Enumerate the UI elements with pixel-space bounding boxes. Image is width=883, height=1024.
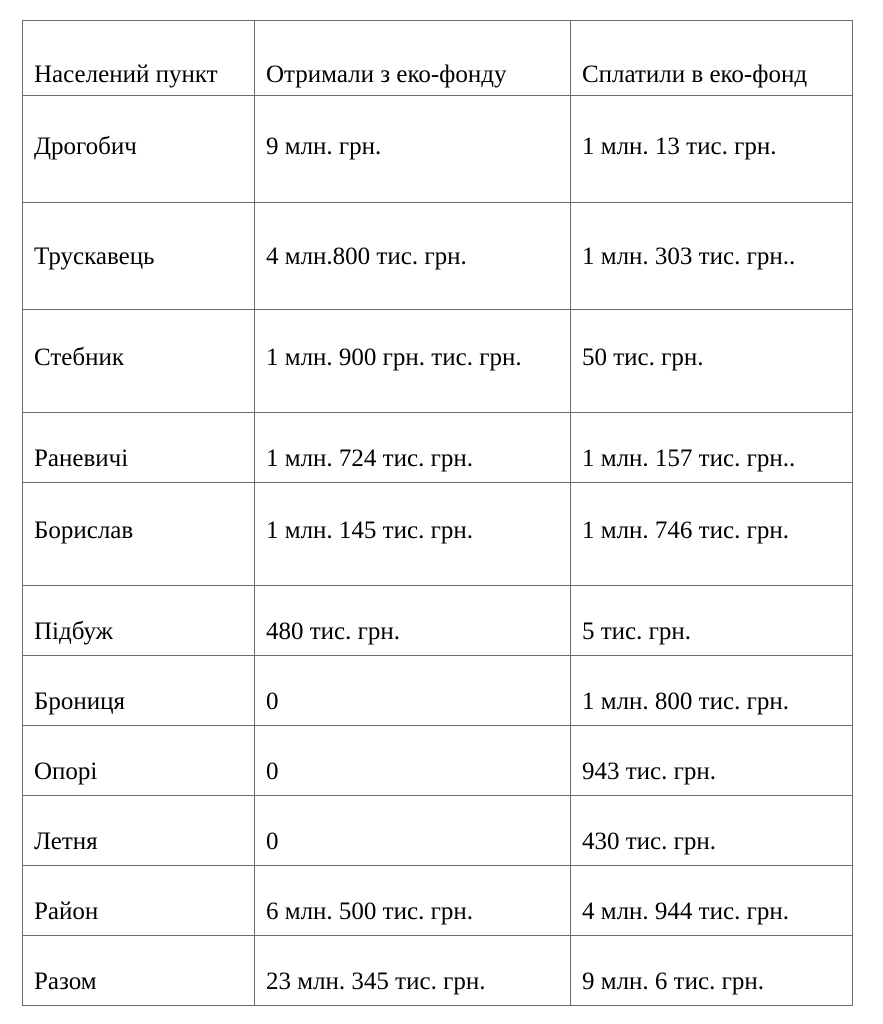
received-cell: 0 bbox=[255, 726, 571, 796]
settlement-cell: Разом bbox=[23, 936, 255, 1006]
header-received: Отримали з еко-фонду bbox=[255, 21, 571, 96]
header-settlement: Населений пункт bbox=[23, 21, 255, 96]
received-cell: 480 тис. грн. bbox=[255, 586, 571, 656]
paid-cell: 1 млн. 800 тис. грн. bbox=[571, 656, 853, 726]
received-cell: 0 bbox=[255, 656, 571, 726]
settlement-cell: Борислав bbox=[23, 483, 255, 586]
received-cell: 0 bbox=[255, 796, 571, 866]
table-row bbox=[23, 483, 853, 586]
settlement-cell: Трускавець bbox=[23, 203, 255, 310]
eco-fund-table bbox=[22, 20, 853, 1006]
received-cell: 1 млн. 900 грн. тис. грн. bbox=[255, 310, 571, 413]
received-cell: 9 млн. грн. bbox=[255, 96, 571, 203]
paid-cell: 943 тис. грн. bbox=[571, 726, 853, 796]
table-row bbox=[23, 310, 853, 413]
table-row bbox=[23, 586, 853, 656]
paid-cell: 1 млн. 13 тис. грн. bbox=[571, 96, 853, 203]
paid-cell: 5 тис. грн. bbox=[571, 586, 853, 656]
paid-cell: 1 млн. 303 тис. грн.. bbox=[571, 203, 853, 310]
table-row bbox=[23, 936, 853, 1006]
paid-cell: 430 тис. грн. bbox=[571, 796, 853, 866]
table-row bbox=[23, 866, 853, 936]
paid-cell: 4 млн. 944 тис. грн. bbox=[571, 866, 853, 936]
received-cell: 1 млн. 724 тис. грн. bbox=[255, 413, 571, 483]
settlement-cell: Раневичі bbox=[23, 413, 255, 483]
settlement-cell: Підбуж bbox=[23, 586, 255, 656]
received-cell: 4 млн.800 тис. грн. bbox=[255, 203, 571, 310]
settlement-cell: Стебник bbox=[23, 310, 255, 413]
settlement-cell: Брониця bbox=[23, 656, 255, 726]
table-header-row bbox=[23, 21, 853, 96]
table-row bbox=[23, 413, 853, 483]
paid-cell: 9 млн. 6 тис. грн. bbox=[571, 936, 853, 1006]
paid-cell: 1 млн. 746 тис. грн. bbox=[571, 483, 853, 586]
settlement-cell: Опорі bbox=[23, 726, 255, 796]
received-cell: 6 млн. 500 тис. грн. bbox=[255, 866, 571, 936]
received-cell: 23 млн. 345 тис. грн. bbox=[255, 936, 571, 1006]
table-row bbox=[23, 726, 853, 796]
paid-cell: 1 млн. 157 тис. грн.. bbox=[571, 413, 853, 483]
received-cell: 1 млн. 145 тис. грн. bbox=[255, 483, 571, 586]
settlement-cell: Район bbox=[23, 866, 255, 936]
settlement-cell: Дрогобич bbox=[23, 96, 255, 203]
header-paid: Сплатили в еко-фонд bbox=[571, 21, 853, 96]
table-row bbox=[23, 656, 853, 726]
table-row bbox=[23, 796, 853, 866]
paid-cell: 50 тис. грн. bbox=[571, 310, 853, 413]
table-row bbox=[23, 203, 853, 310]
settlement-cell: Летня bbox=[23, 796, 255, 866]
table-row bbox=[23, 96, 853, 203]
